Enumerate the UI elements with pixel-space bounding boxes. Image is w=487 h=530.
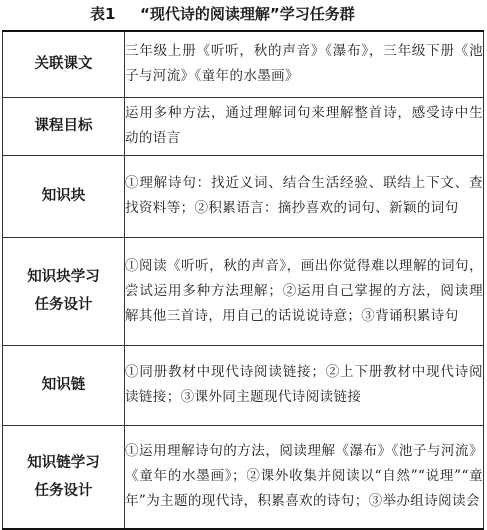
row-label [3,155,125,237]
row-content: ①阅读《听听，秋的声音》，画出你觉得难以理解的词句，尝试运用多种方法理解；②运用自己掌握的方法，阅读理解其他三首诗，用自己的话说说诗意；③背诵积累诗句 [125,237,484,345]
row-content: ①理解诗句：找近义词、结合生活经验、联结上下文、查找资料等；②积累语言：摘抄喜欢的词句、新颖的词句 [125,155,484,237]
table-row-course-goal [3,97,484,155]
row-content: ①同册教材中现代诗阅读链接；②上下册教材中现代诗阅读链接；③课外同主题现代诗阅读链接 [125,345,484,425]
row-label-line: 任务设计 [34,482,93,499]
table-row-block-task-design [3,237,484,345]
row-label-line: 关联课文 [34,56,93,73]
table-row-knowledge-chain [3,345,484,425]
row-label-line: 任务设计 [34,297,93,313]
row-label [3,31,125,97]
row-content: 三年级上册《听听，秋的声音》《瀑布》，三年级下册《池子与河流》《童年的水墨画》 [125,31,484,97]
table-row-related-texts [3,31,484,97]
table-row-chain-task-design [3,425,484,529]
row-content: 运用多种方法，通过理解词句来理解整首诗，感受诗中生动的语言 [125,97,484,155]
table-title: “现代诗的阅读理解”学习任务群 [140,5,355,23]
row-label [3,237,125,345]
row-label [3,425,125,529]
table-caption [0,0,487,28]
row-label-line: 知识链学习 [27,454,100,471]
row-label-line: 知识链 [41,377,86,393]
learning-task-table [2,30,484,530]
table-row-knowledge-block [3,155,484,237]
row-label-line: 知识块学习 [27,269,100,285]
row-label-line: 课程目标 [34,118,93,134]
row-label [3,345,125,425]
row-content: ①运用理解诗句的方法，阅读理解《瀑布》《池子与河流》《童年的水墨画》；②课外收集并阅读以“自然”“说理”“童年”为主题的现代诗，积累喜欢的诗句；③举办组诗阅读会 [125,425,484,529]
row-label [3,97,125,155]
row-label-line: 知识块 [41,188,86,204]
table-number: 表1 [90,5,116,23]
